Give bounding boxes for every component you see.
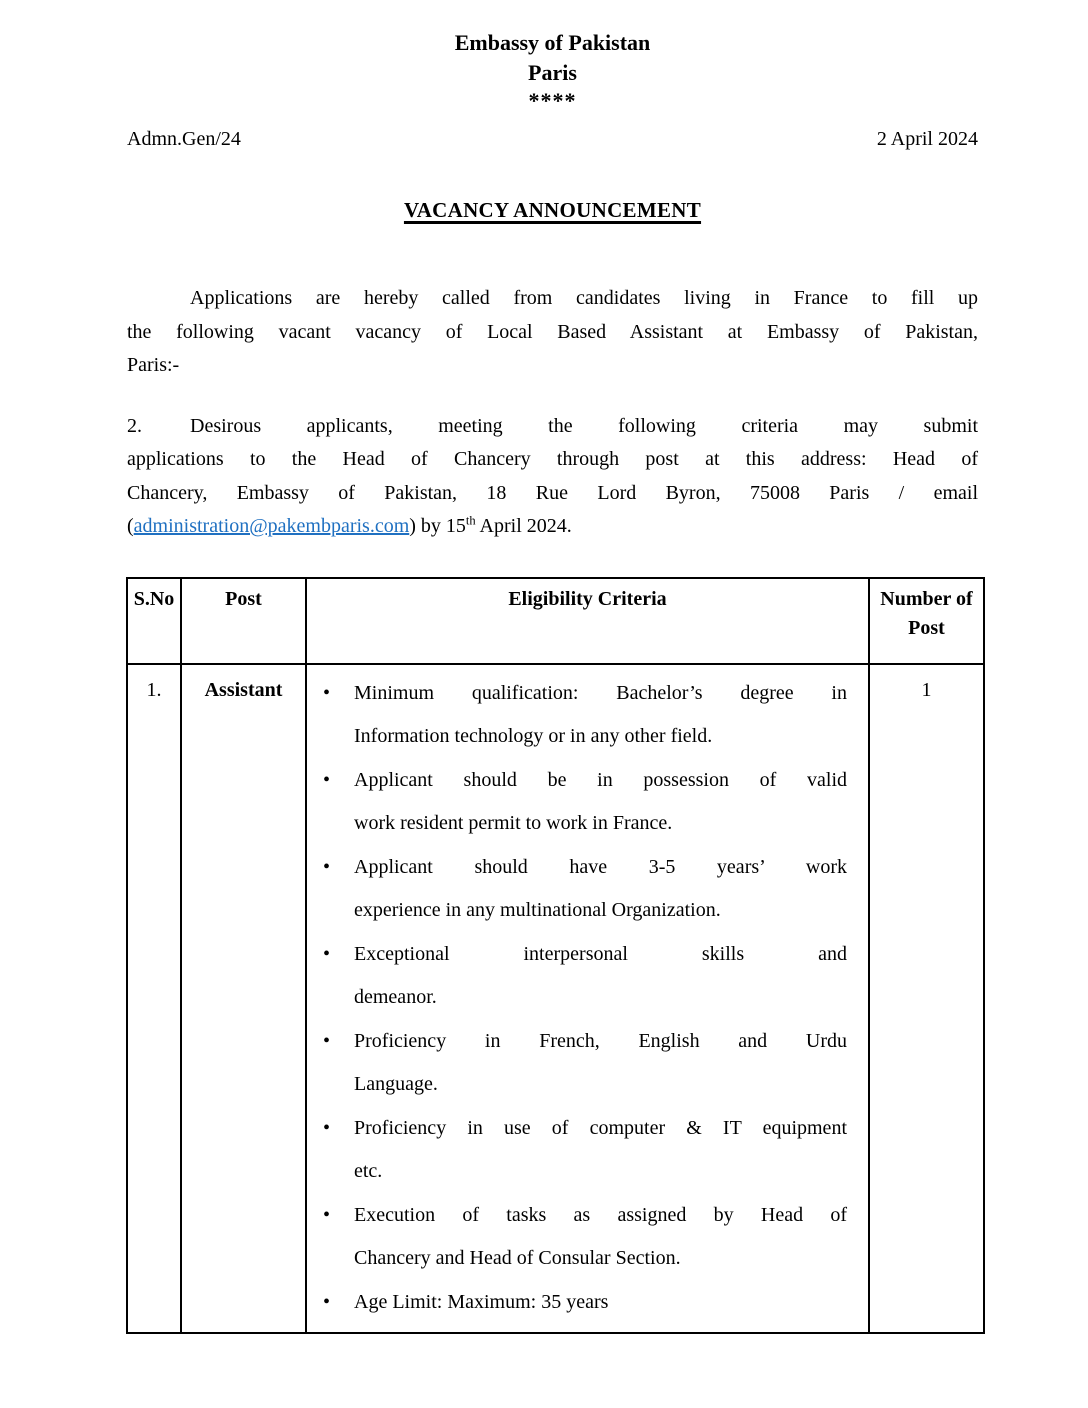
text-line: Applicant should have 3-5 years’ work	[354, 855, 847, 878]
bullet-icon: •	[323, 1029, 331, 1052]
bullet-text	[354, 1020, 847, 1107]
header-post: Post	[181, 578, 306, 664]
bullet-text	[354, 672, 847, 759]
bullet-item	[323, 1194, 847, 1281]
bullet-icon: •	[323, 855, 331, 878]
bullet-item	[323, 759, 847, 846]
bullet-icon: •	[323, 942, 331, 965]
text-line: Chancery, Embassy of Pakistan, 18 Rue Lord Byron, 75008 Paris / email	[127, 481, 978, 504]
text-line: Paris:-	[127, 354, 180, 376]
text-line: Exceptional interpersonal skills and	[354, 942, 847, 965]
text-line: Age Limit: Maximum: 35 years	[354, 1290, 609, 1313]
criteria-paragraph	[127, 410, 978, 544]
bullet-icon: •	[323, 1203, 331, 1226]
reference-row	[127, 128, 978, 151]
table-header-row	[127, 578, 984, 664]
text-line: Chancery and Head of Consular Section.	[354, 1247, 681, 1269]
separator-stars: ****	[528, 88, 577, 113]
bullet-text	[354, 846, 847, 933]
cell-serial: 1.	[127, 664, 181, 1334]
text-line: 2. Desirous applicants, meeting the following criteria may submit	[127, 410, 978, 444]
header-eligibility: Eligibility Criteria	[306, 578, 869, 664]
text-line: Information technology or in any other field.	[354, 725, 713, 747]
cell-eligibility	[306, 664, 869, 1334]
paragraph-number: 2.	[127, 414, 142, 437]
bullet-item	[323, 933, 847, 1020]
text-line: Applications are hereby called from candidates living in France to fill up	[190, 287, 978, 309]
text-line: demeanor.	[354, 986, 437, 1008]
bullet-text	[354, 933, 847, 1020]
intro-paragraph	[127, 282, 978, 383]
text-line: work resident permit to work in France.	[354, 812, 673, 834]
bullet-item	[323, 1107, 847, 1194]
date-tail-text: April 2024.	[475, 515, 572, 537]
letterhead	[127, 28, 978, 114]
text-line: experience in any multinational Organization.	[354, 899, 721, 921]
document-date: 2 April 2024	[876, 128, 978, 150]
text-line: Execution of tasks as assigned by Head of	[354, 1203, 847, 1226]
ordinal-superscript: th	[465, 513, 476, 528]
text-line: Language.	[354, 1073, 438, 1095]
header-sno: S.No	[127, 578, 181, 664]
title-wrap	[127, 198, 978, 223]
text-line: applications to the Head of Chancery through post at this address: Head of	[127, 448, 978, 470]
open-paren: (	[127, 515, 134, 537]
bullet-text	[354, 759, 847, 846]
text-line: Proficiency in use of computer & IT equipment	[354, 1116, 847, 1139]
bullet-item	[323, 672, 847, 759]
bullet-icon: •	[323, 681, 331, 704]
page-title: VACANCY ANNOUNCEMENT	[403, 198, 702, 222]
reference-number: Admn.Gen/24	[127, 128, 241, 150]
header-number-of-post: Number of Post	[869, 578, 984, 664]
org-city: Paris	[528, 60, 577, 85]
bullet-icon: •	[323, 768, 331, 791]
bullet-text	[354, 1107, 847, 1194]
text-line: etc.	[354, 1160, 383, 1182]
criteria-paragraph-lines	[127, 410, 978, 511]
after-link-text: ) by 15	[409, 515, 466, 537]
text-line: Applicant should be in possession of valid	[354, 768, 847, 791]
vacancy-table	[126, 577, 985, 1335]
cell-number-of-post: 1	[869, 664, 984, 1334]
bullet-icon: •	[323, 1116, 331, 1139]
bullet-item	[323, 1020, 847, 1107]
bullet-text	[354, 1194, 847, 1281]
email-link[interactable]: administration@pakembparis.com	[133, 515, 410, 537]
text-line: Minimum qualification: Bachelor’s degree in	[354, 681, 847, 704]
bullet-item	[323, 846, 847, 933]
org-name: Embassy of Pakistan	[454, 30, 651, 55]
text-line: the following vacant vacancy of Local Based Assistant at Embassy of Pakistan,	[127, 320, 978, 343]
bullet-icon: •	[323, 1290, 331, 1313]
table-row	[127, 664, 984, 1334]
bullet-text	[354, 1281, 847, 1325]
cell-post: Assistant	[181, 664, 306, 1334]
bullet-item	[323, 1281, 847, 1325]
text-line: Proficiency in French, English and Urdu	[354, 1029, 847, 1052]
email-line	[127, 510, 978, 544]
